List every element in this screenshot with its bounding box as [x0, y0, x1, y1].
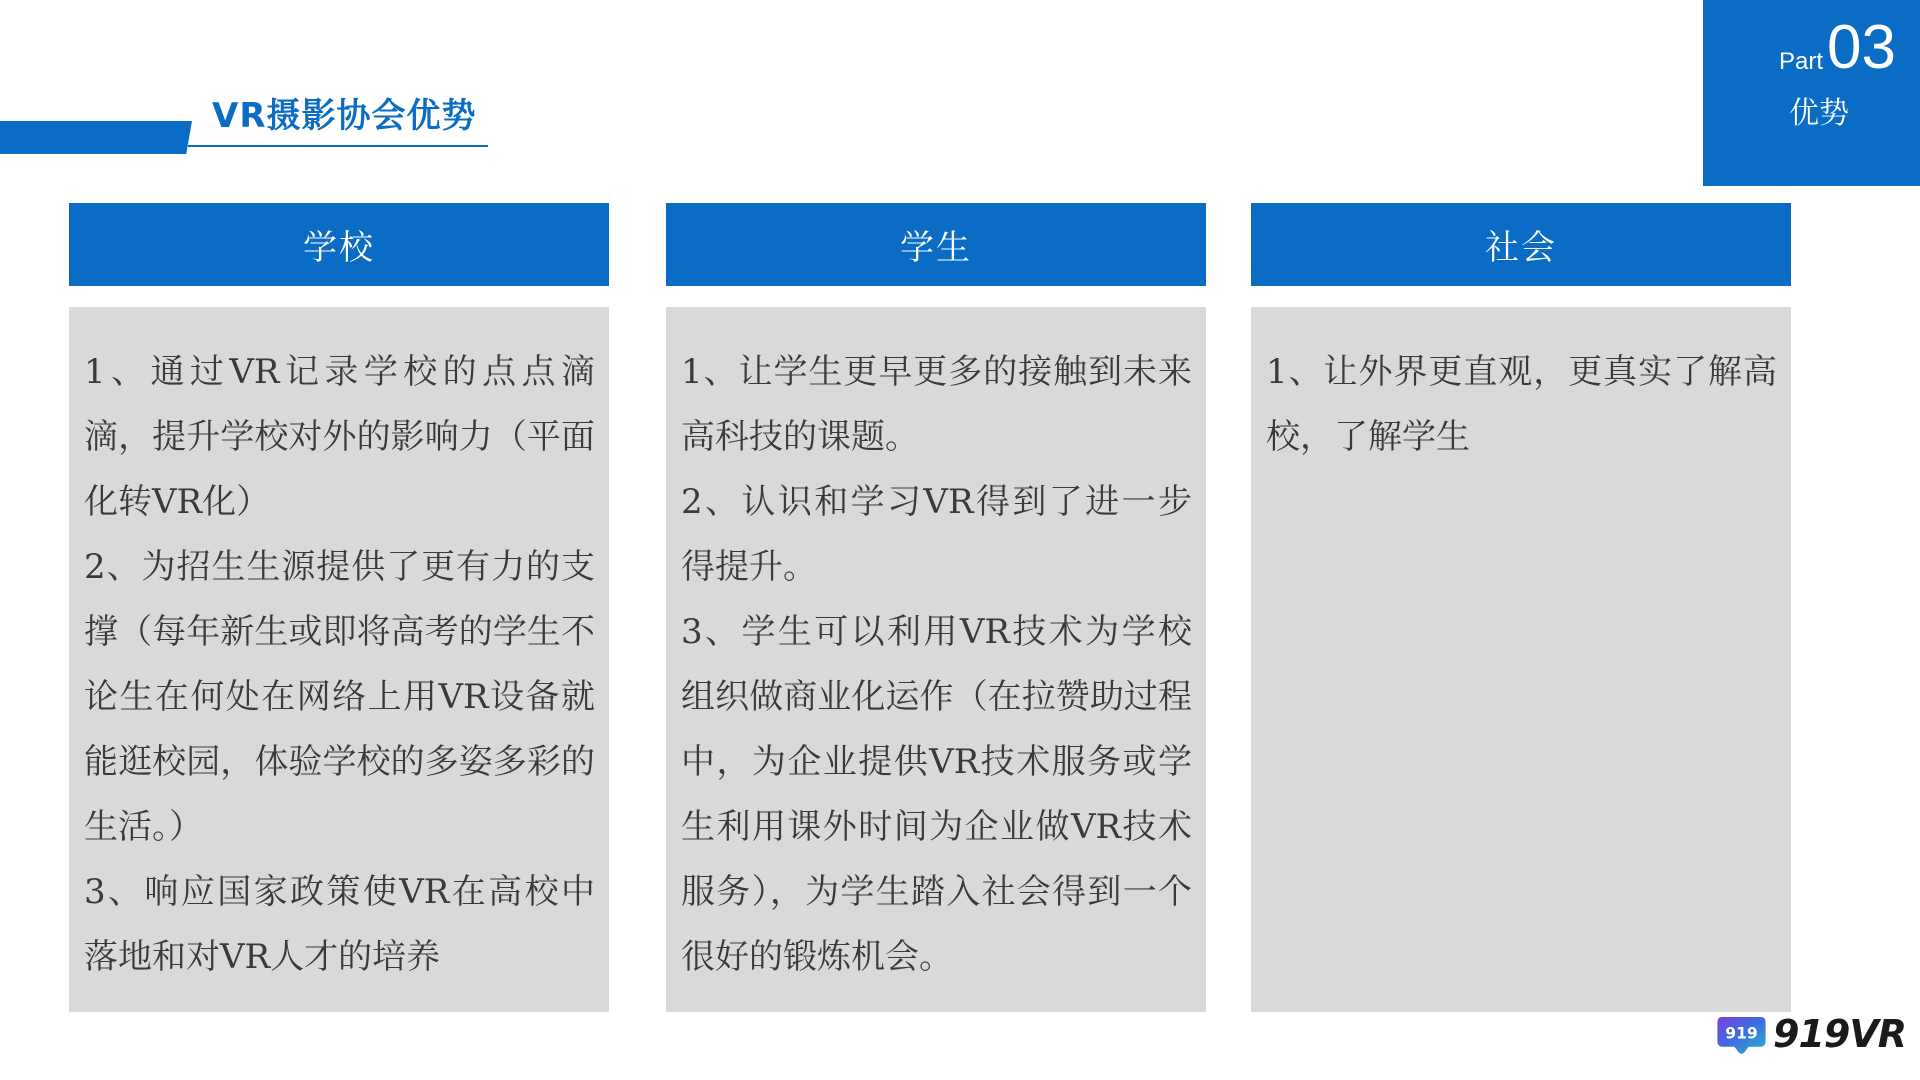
- column-header: 学校: [69, 203, 609, 286]
- list-item: 2、认识和学习VR得到了进一步得提升。: [681, 482, 1192, 587]
- list-item: 3、响应国家政策使VR在高校中落地和对VR人才的培养: [84, 872, 595, 977]
- slide-title: VR摄影协会优势: [212, 96, 477, 136]
- column-header: 社会: [1251, 203, 1791, 286]
- column-society: [1251, 203, 1791, 1012]
- column-student: [666, 203, 1206, 1012]
- list-item: 1、让外界更直观，更真实了解高校，了解学生: [1266, 352, 1777, 457]
- title-accent-band: [0, 121, 192, 154]
- brand-logo: [1716, 1004, 1906, 1064]
- part-number: 03: [1827, 13, 1896, 82]
- part-badge: [1703, 0, 1920, 186]
- column-school: [69, 203, 609, 1012]
- column-body: [666, 307, 1206, 1012]
- list-item: 3、学生可以利用VR技术为学校组织做商业化运作（在拉赞助过程中，为企业提供VR技术服务或学生利用课外时间为企业做VR技术服务），为学生踏入社会得到一个很好的锻炼机会。: [681, 612, 1192, 977]
- part-subtitle: 优势: [1789, 96, 1849, 131]
- list-item: 1、让学生更早更多的接触到未来高科技的课题。: [681, 352, 1192, 457]
- column-body: [69, 307, 609, 1012]
- part-label: Part: [1779, 48, 1824, 75]
- column-header: 学生: [666, 203, 1206, 286]
- logo-mark-text: 919: [1725, 1024, 1758, 1043]
- brand-name: 919VR: [1773, 1012, 1906, 1056]
- list-item: 1、通过VR记录学校的点点滴滴，提升学校对外的影响力（平面化转VR化）: [84, 352, 595, 522]
- title-underline: [188, 145, 488, 147]
- list-item: 2、为招生生源提供了更有力的支撑（每年新生或即将高考的学生不论生在何处在网络上用VR设备就能逛校园，体验学校的多姿多彩的生活。）: [84, 547, 595, 847]
- vr-headset-logo-icon: [1716, 1004, 1767, 1064]
- column-body: [1251, 307, 1791, 1012]
